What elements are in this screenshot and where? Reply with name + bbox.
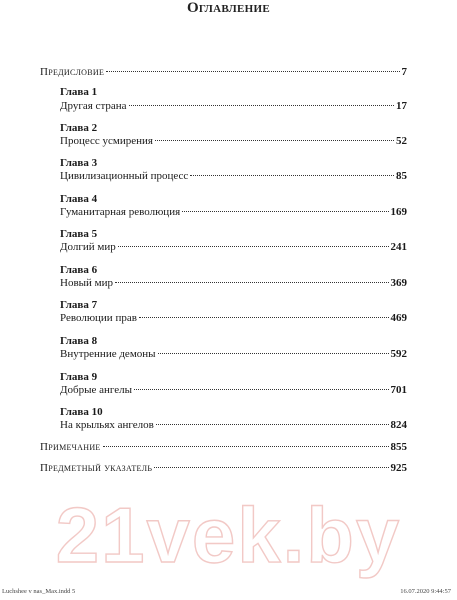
dot-leader <box>118 246 389 247</box>
toc-page-number: 855 <box>390 441 407 453</box>
toc-page-number: 7 <box>401 66 407 78</box>
toc-label: Добрые ангелы <box>60 384 133 396</box>
toc-entry-index[interactable] <box>40 462 407 475</box>
dot-leader <box>182 211 388 212</box>
chapter-heading: Глава 4 <box>60 193 98 205</box>
toc-page-number: 925 <box>390 462 407 474</box>
toc-label: Гуманитарная революция <box>60 206 181 218</box>
toc-entry-chapter-9[interactable] <box>60 384 407 397</box>
chapter-heading: Глава 6 <box>60 264 98 276</box>
toc-entry-chapter-10[interactable] <box>60 419 407 432</box>
toc-label: Процесс усмирения <box>60 135 153 147</box>
toc-entry-chapter-6[interactable] <box>60 277 407 290</box>
page-title: Оглавление <box>186 0 271 16</box>
chapter-heading: Глава 3 <box>60 157 98 169</box>
dot-leader <box>158 353 389 354</box>
toc-label: Новый мир <box>60 277 114 289</box>
footer-timestamp: 16.07.2020 9:44:57 <box>400 588 451 595</box>
toc-entry-preface[interactable] <box>40 66 407 79</box>
toc-label: Другая страна <box>60 100 127 112</box>
chapter-heading: Глава 2 <box>60 122 98 134</box>
toc-label: Долгий мир <box>60 241 116 253</box>
toc-entry-chapter-3[interactable] <box>60 170 407 183</box>
toc-page-number: 592 <box>390 348 407 360</box>
dot-leader <box>103 446 389 447</box>
footer-file-name: Luchshee v nas_Max.indd 5 <box>2 588 76 595</box>
chapter-heading: Глава 1 <box>60 86 98 98</box>
dot-leader <box>190 175 394 176</box>
toc-label: Цивилизационный процесс <box>60 170 189 182</box>
chapter-heading: Глава 5 <box>60 228 98 240</box>
toc-page-number: 824 <box>390 419 407 431</box>
toc-label: Предметный указатель <box>40 462 153 474</box>
toc-page-number: 17 <box>396 100 407 112</box>
toc-page-number: 241 <box>390 241 407 253</box>
toc-page-number: 469 <box>390 312 407 324</box>
chapter-heading: Глава 7 <box>60 299 98 311</box>
chapter-heading: Глава 8 <box>60 335 98 347</box>
toc-label: На крыльях ангелов <box>60 419 154 431</box>
toc-page-number: 85 <box>396 170 407 182</box>
toc-entry-notes[interactable] <box>40 441 407 454</box>
toc-entry-chapter-2[interactable] <box>60 135 407 148</box>
toc-entry-chapter-4[interactable] <box>60 206 407 219</box>
toc-page-number: 169 <box>390 206 407 218</box>
dot-leader <box>156 424 389 425</box>
toc-entry-chapter-5[interactable] <box>60 241 407 254</box>
toc-entry-chapter-1[interactable] <box>60 100 407 113</box>
toc-label: Предисловие <box>40 66 105 78</box>
toc-label: Революции прав <box>60 312 137 324</box>
dot-leader <box>115 282 388 283</box>
toc-label: Внутренние демоны <box>60 348 156 360</box>
toc-label: Примечание <box>40 441 101 453</box>
toc-page-number: 701 <box>390 384 407 396</box>
watermark-logo: 21vek.by <box>55 491 402 579</box>
toc-page-number: 52 <box>396 135 407 147</box>
chapter-heading: Глава 10 <box>60 406 103 418</box>
dot-leader <box>134 389 388 390</box>
dot-leader <box>106 71 399 72</box>
toc-page-number: 369 <box>390 277 407 289</box>
dot-leader <box>129 105 394 106</box>
toc-entry-chapter-8[interactable] <box>60 348 407 361</box>
dot-leader <box>155 140 394 141</box>
dot-leader <box>154 467 388 468</box>
toc-entry-chapter-7[interactable] <box>60 312 407 325</box>
chapter-heading: Глава 9 <box>60 371 98 383</box>
dot-leader <box>139 317 389 318</box>
